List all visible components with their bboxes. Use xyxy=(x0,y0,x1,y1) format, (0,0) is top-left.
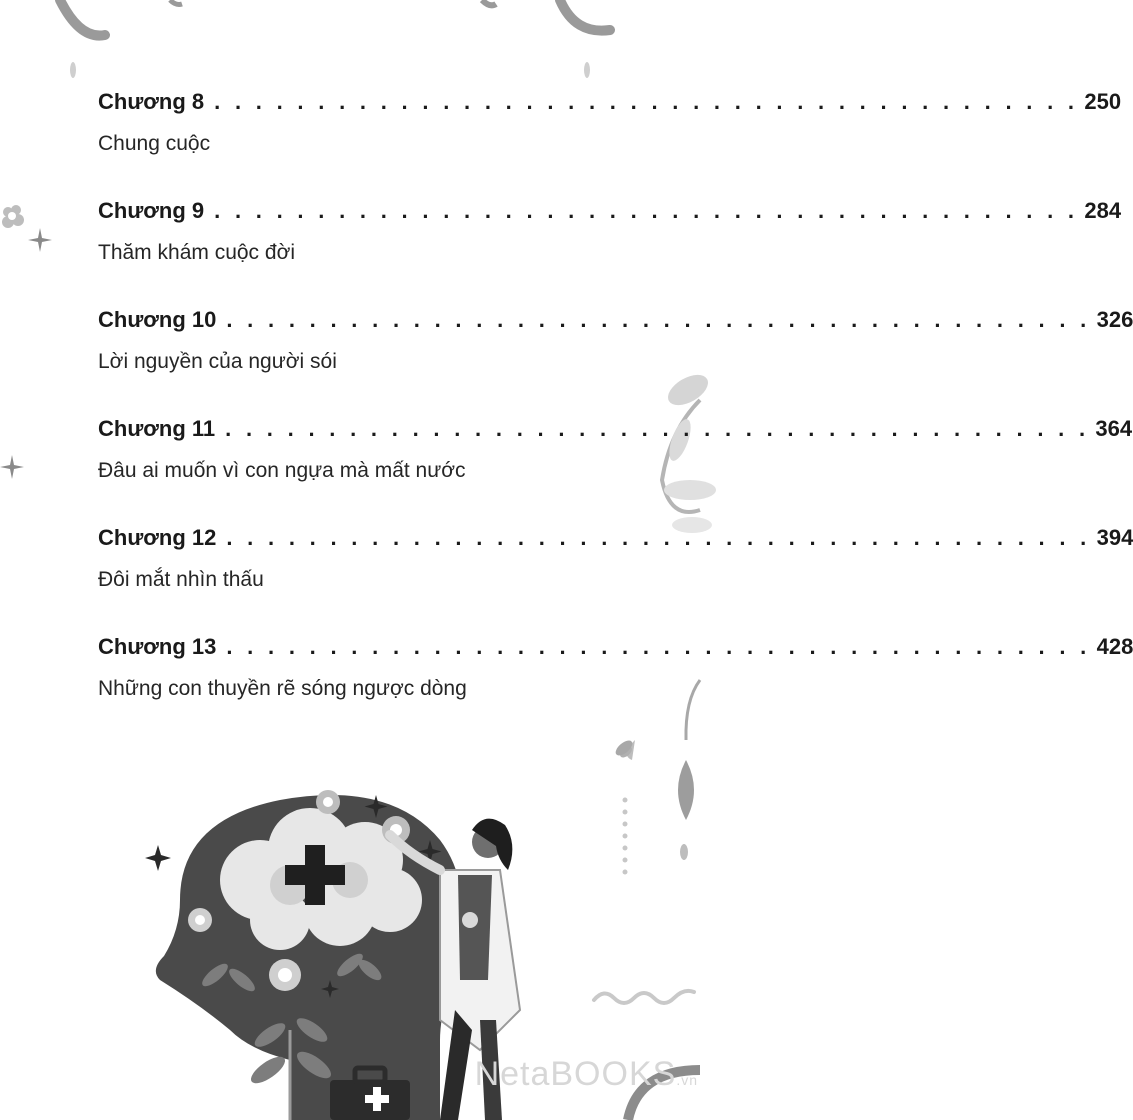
chapter-label: Chương 11 xyxy=(98,416,216,441)
page-number: 428 xyxy=(1096,634,1133,659)
dot-leader: . . . . . . . . . . . . . . . . . . . . . . . . . . . . . . . . . . . . . . . . . . xyxy=(226,525,1091,550)
dot-leader: . . . . . . . . . . . . . . . . . . . . . . . . . . . . . . . . . . . . . . . . . . xyxy=(214,89,1079,114)
chapter-label: Chương 8 xyxy=(98,89,205,114)
page-number: 394 xyxy=(1096,525,1133,550)
page-number: 284 xyxy=(1084,198,1122,223)
top-decoration xyxy=(0,0,700,90)
dot-leader: . . . . . . . . . . . . . . . . . . . . . . . . . . . . . . . . . . . . . . . . . . xyxy=(226,634,1091,659)
toc-entry-chapter-13[interactable] xyxy=(98,629,1133,738)
toc-entry-chapter-10[interactable] xyxy=(98,302,1133,411)
chapter-title: Đôi mắt nhìn thấu xyxy=(98,568,264,591)
chapter-label: Chương 10 xyxy=(98,307,217,332)
dot-leader: . . . . . . . . . . . . . . . . . . . . . . . . . . . . . . . . . . . . . . . . . . xyxy=(225,416,1090,441)
chapter-title: Những con thuyền rẽ sóng ngược dòng xyxy=(98,677,467,700)
dot-leader: . . . . . . . . . . . . . . . . . . . . . . . . . . . . . . . . . . . . . . . . . . xyxy=(214,198,1079,223)
chapter-label: Chương 12 xyxy=(98,525,217,550)
table-of-contents xyxy=(98,84,1133,738)
chapter-title: Lời nguyền của người sói xyxy=(98,350,337,373)
page-number: 250 xyxy=(1084,89,1122,114)
chapter-label: Chương 13 xyxy=(98,634,217,659)
page-number: 326 xyxy=(1096,307,1133,332)
watermark: NetaBOOKS.vn xyxy=(474,1055,698,1093)
left-flower-icon xyxy=(0,200,60,260)
page-number: 364 xyxy=(1095,416,1133,441)
toc-entry-chapter-11[interactable] xyxy=(98,411,1133,520)
toc-entry-chapter-12[interactable] xyxy=(98,520,1133,629)
chapter-title: Đâu ai muốn vì con ngựa mà mất nước xyxy=(98,459,466,482)
chapter-title: Chung cuộc xyxy=(98,132,211,155)
dot-leader: . . . . . . . . . . . . . . . . . . . . . . . . . . . . . . . . . . . . . . . . . . xyxy=(226,307,1091,332)
toc-entry-chapter-8[interactable] xyxy=(98,84,1122,193)
toc-entry-chapter-9[interactable] xyxy=(98,193,1122,302)
chapter-label: Chương 9 xyxy=(98,198,205,223)
wave-decoration xyxy=(592,980,700,1010)
sparkle-icon xyxy=(0,455,24,479)
chapter-title: Thăm khám cuộc đời xyxy=(98,241,296,264)
leaf-icon xyxy=(612,736,636,760)
